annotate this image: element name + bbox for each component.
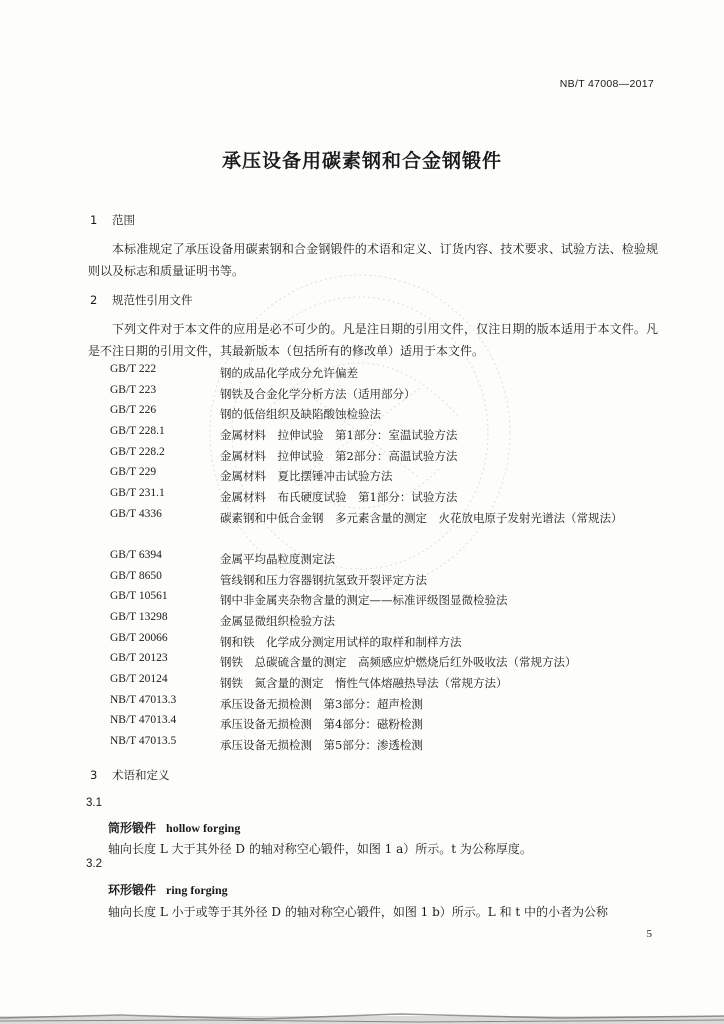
reference-item xyxy=(110,404,670,425)
reference-item xyxy=(110,384,670,405)
reference-code: GB/T 228.1 xyxy=(110,425,165,438)
section-3-heading xyxy=(90,767,170,783)
clause-number: 3.2 xyxy=(86,858,102,870)
clause-number: 3.1 xyxy=(86,797,102,809)
reference-item xyxy=(110,735,670,756)
reference-code: GB/T 13298 xyxy=(110,610,168,623)
reference-item xyxy=(110,508,670,549)
reference-item xyxy=(110,446,670,467)
reference-code: GB/T 226 xyxy=(110,404,157,417)
reference-title: 金属材料 布氏硬度试验 第1部分：试验方法 xyxy=(220,490,458,505)
standard-code: NB/T 47008—2017 xyxy=(559,78,654,90)
reference-item xyxy=(110,652,670,673)
reference-item xyxy=(110,487,670,508)
reference-title: 钢铁 氮含量的测定 惰性气体熔融热导法（常规方法） xyxy=(220,675,508,690)
reference-title: 承压设备无损检测 第4部分：磁粉检测 xyxy=(220,717,423,732)
reference-item xyxy=(110,714,670,735)
section-2-heading xyxy=(90,292,193,308)
reference-code: GB/T 10561 xyxy=(110,590,168,603)
reference-title: 钢和铁 化学成分测定用试样的取样和制样方法 xyxy=(220,634,462,649)
section-title: 规范性引用文件 xyxy=(112,293,193,307)
reference-code: GB/T 222 xyxy=(110,363,157,375)
section-2-text: 下列文件对于本文件的应用是必不可少的。凡是注日期的引用文件，仅注日期的版本适用于本文件。凡是不注日期的引用文件，其最新版本（包括所有的修改单）适用于本文件。 xyxy=(88,322,658,358)
reference-title: 钢铁 总碳硫含量的测定 高频感应炉燃烧后红外吸收法（常规方法） xyxy=(220,655,577,670)
reference-item xyxy=(110,632,670,653)
term-heading xyxy=(108,819,240,836)
reference-item xyxy=(110,363,670,384)
reference-list xyxy=(110,363,670,756)
reference-title: 钢铁及合金化学分析方法（适用部分） xyxy=(220,386,416,401)
term-en: ring forging xyxy=(166,883,228,897)
reference-code: GB/T 231.1 xyxy=(110,487,165,500)
reference-title: 金属材料 拉伸试验 第2部分：高温试验方法 xyxy=(220,448,458,463)
reference-title: 金属材料 夏比摆锤冲击试验方法 xyxy=(220,469,393,484)
reference-code: NB/T 47013.5 xyxy=(110,735,177,747)
section-1-text: 本标准规定了承压设备用碳素钢和合金钢锻件的术语和定义、订货内容、技术要求、试验方法、检验规则以及标志和质量证明书等。 xyxy=(88,242,658,278)
reference-item xyxy=(110,425,670,446)
reference-code: GB/T 20124 xyxy=(110,672,168,685)
section-number: 3 xyxy=(90,768,98,782)
reference-code: GB/T 20066 xyxy=(110,631,168,644)
reference-code: GB/T 223 xyxy=(110,383,157,396)
reference-title: 管线钢和压力容器钢抗氢致开裂评定方法 xyxy=(220,572,427,587)
reference-code: GB/T 6394 xyxy=(110,548,162,561)
section-title: 术语和定义 xyxy=(112,768,170,782)
section-number: 1 xyxy=(90,213,98,227)
reference-item xyxy=(110,549,670,570)
reference-code: GB/T 8650 xyxy=(110,569,162,582)
reference-title: 碳素钢和中低合金钢 多元素含量的测定 火花放电原子发射光谱法（常规法） xyxy=(220,510,623,525)
term-definition: 轴向长度 L 小于或等于其外径 D 的轴对称空心锻件，如图 1 b）所示。L 和 t 中的小者为公称 xyxy=(108,905,609,919)
section-number: 2 xyxy=(90,293,98,307)
reference-title: 钢的成品化学成分允许偏差 xyxy=(220,366,358,380)
term-zh: 筒形锻件 xyxy=(108,821,157,835)
section-title: 范围 xyxy=(112,213,135,227)
reference-title: 金属材料 拉伸试验 第1部分：室温试验方法 xyxy=(220,428,458,443)
term-definition: 轴向长度 L 大于其外径 D 的轴对称空心锻件，如图 1 a）所示。t 为公称厚度。 xyxy=(108,842,532,856)
reference-code: NB/T 47013.3 xyxy=(110,693,177,706)
reference-code: GB/T 228.2 xyxy=(110,445,165,458)
reference-title: 金属显微组织检验方法 xyxy=(220,613,335,628)
document-title: 承压设备用碳素钢和合金钢锻件 xyxy=(221,150,502,172)
reference-title: 承压设备无损检测 第3部分：超声检测 xyxy=(220,696,423,711)
reference-item xyxy=(110,694,670,715)
reference-item xyxy=(110,611,670,632)
reference-code: NB/T 47013.4 xyxy=(110,714,177,727)
reference-item xyxy=(110,570,670,591)
reference-code: GB/T 4336 xyxy=(110,507,162,520)
term-heading xyxy=(108,881,228,898)
term-en: hollow forging xyxy=(166,821,241,835)
reference-code: GB/T 20123 xyxy=(110,652,168,665)
page-number: 5 xyxy=(646,928,652,940)
reference-code: GB/T 229 xyxy=(110,466,157,479)
reference-item xyxy=(110,466,670,487)
section-1-heading xyxy=(90,212,135,228)
reference-item xyxy=(110,673,670,694)
scan-edge-noise xyxy=(0,1006,724,1024)
reference-title: 钢中非金属夹杂物含量的测定——标准评级图显微检验法 xyxy=(220,593,508,608)
reference-title: 金属平均晶粒度测定法 xyxy=(220,551,335,566)
reference-title: 承压设备无损检测 第5部分：渗透检测 xyxy=(220,738,423,752)
term-zh: 环形锻件 xyxy=(108,883,157,897)
reference-title: 钢的低倍组织及缺陷酸蚀检验法 xyxy=(220,407,381,422)
reference-item xyxy=(110,590,670,611)
